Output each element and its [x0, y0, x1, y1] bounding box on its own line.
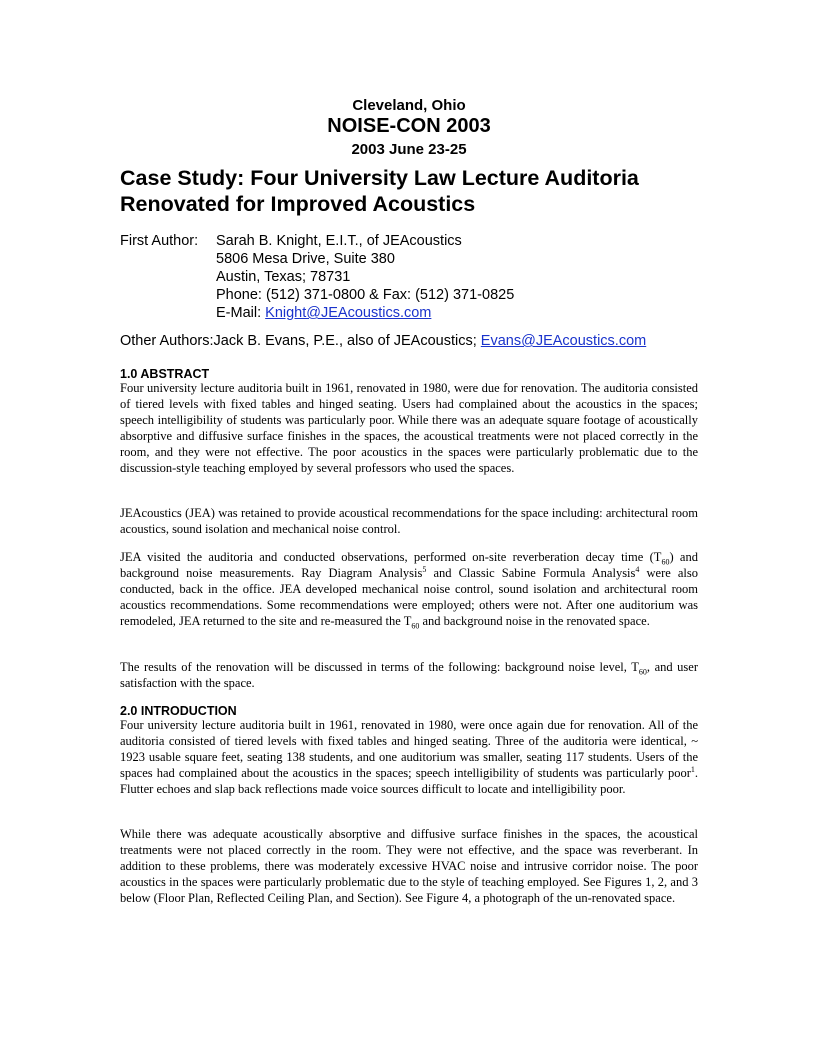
conference-location: Cleveland, Ohio — [352, 97, 466, 114]
reference-superscript: 4 — [635, 564, 640, 574]
abstract-paragraph-4 — [120, 659, 698, 691]
introduction-heading: 2.0 INTRODUCTION — [120, 704, 237, 718]
first-author-email-link[interactable]: Knight@JEAcoustics.com — [265, 305, 432, 321]
other-authors-label: Other Authors: — [120, 333, 214, 349]
conference-dates: 2003 June 23-25 — [351, 141, 467, 158]
abstract-p4-text-b: , and user satisfaction with the space. — [120, 660, 699, 691]
paper-title — [120, 165, 698, 217]
first-author-email-label: E-Mail: — [216, 305, 266, 321]
first-author-address-1: 5806 Mesa Drive, Suite 380 — [216, 251, 395, 267]
abstract-p3-text-d: were also conducted, back in the office. JEA developed mechanical noise control, sound isolation and architectural room acoustics recommendations. Some recommendations were employed; others were not. After one auditorium was remodeled, JEA returned to the site and re-measured the T — [120, 566, 698, 629]
intro-p1-text-b: . Flutter echoes and slap back reflections made voice sources difficult to locate and intelligibility poor. — [120, 766, 698, 797]
intro-p1-text-a: Four university lecture auditoria built in 1961, renovated in 1980, were once again due for renovation. All of the auditoria consisted of tiered levels with fixed tables and hinged seating. Three of the auditoria were identical, ~ 1923 usable square feet, seating 138 students, and one auditorium was smaller, seating 117 students. Users of the spaces had complained about the acoustics in the spaces; speech intelligibility of students was particularly poor — [120, 718, 698, 781]
other-authors-email-link[interactable]: Evans@JEAcoustics.com — [480, 333, 647, 349]
abstract-p3-text-b: ) and background noise measurements. Ray Diagram Analysis — [120, 550, 698, 581]
abstract-paragraph-3 — [120, 549, 698, 629]
paper-title-line-2: Renovated for Improved Acoustics — [120, 192, 476, 216]
t60-subscript: 60 — [661, 557, 670, 567]
other-authors-text: Jack B. Evans, P.E., also of JEAcoustics; — [213, 333, 481, 349]
abstract-paragraph-2: JEAcoustics (JEA) was retained to provide acoustical recommendations for the space including: architectural room acoustics, sound isolation and mechanical noise control. — [120, 506, 698, 537]
conference-name: NOISE-CON 2003 — [327, 115, 491, 137]
first-author-address-2: Austin, Texas; 78731 — [216, 269, 351, 285]
t60-subscript: 60 — [638, 667, 647, 677]
first-author-name: Sarah B. Knight, E.I.T., of JEAcoustics — [216, 233, 462, 249]
reference-superscript: 5 — [422, 564, 427, 574]
t60-subscript: 60 — [411, 621, 420, 631]
introduction-paragraph-2: While there was adequate acoustically absorptive and diffusive surface finishes in the spaces, the acoustical treatments were not placed correctly in the room. They were not effective, and the space was reverberant. In addition to these problems, there was moderately excessive HVAC noise and intrusive corridor noise. The poor acoustics in the spaces were particularly problematic due to the style of teaching employed. See Figures 1, 2, and 3 below (Floor Plan, Reflected Ceiling Plan, and Section). See Figure 4, a photograph of the un-renovated space. — [120, 827, 698, 906]
first-author-details — [216, 232, 514, 322]
reference-superscript: 1 — [690, 765, 695, 775]
abstract-p4-text-a: The results of the renovation will be discussed in terms of the following: background noise level, T — [120, 660, 639, 674]
introduction-paragraph-1 — [120, 717, 698, 797]
abstract-heading: 1.0 ABSTRACT — [120, 367, 210, 381]
abstract-p3-text-a: JEA visited the auditoria and conducted observations, performed on-site reverberation decay time (T — [120, 550, 662, 564]
first-author-label: First Author: — [120, 233, 199, 249]
other-authors-line — [120, 332, 698, 350]
abstract-paragraph-1: Four university lecture auditoria built in 1961, renovated in 1980, were due for renovation. The auditoria consisted of tiered levels with fixed tables and hinged seating. Users had complained about the acoustics in the spaces; speech intelligibility of students was particularly poor. While there was an adequate square footage of acoustically absorptive and diffusive surface finishes in the spaces, the acoustical treatments were not placed correctly in the room, and they were not effective. The poor acoustics in the spaces were particularly problematic due to the discussion-style teaching employed by several professors who used the spaces. — [120, 381, 698, 476]
abstract-p3-text-c: and Classic Sabine Formula Analysis — [426, 566, 636, 581]
abstract-p3-text-e: and background noise in the renovated space. — [419, 614, 650, 629]
first-author-email-line — [216, 304, 514, 322]
paper-title-line-1: Case Study: Four University Law Lecture Auditoria — [120, 166, 639, 190]
first-author-phone: Phone: (512) 371-0800 & Fax: (512) 371-0825 — [216, 287, 515, 303]
